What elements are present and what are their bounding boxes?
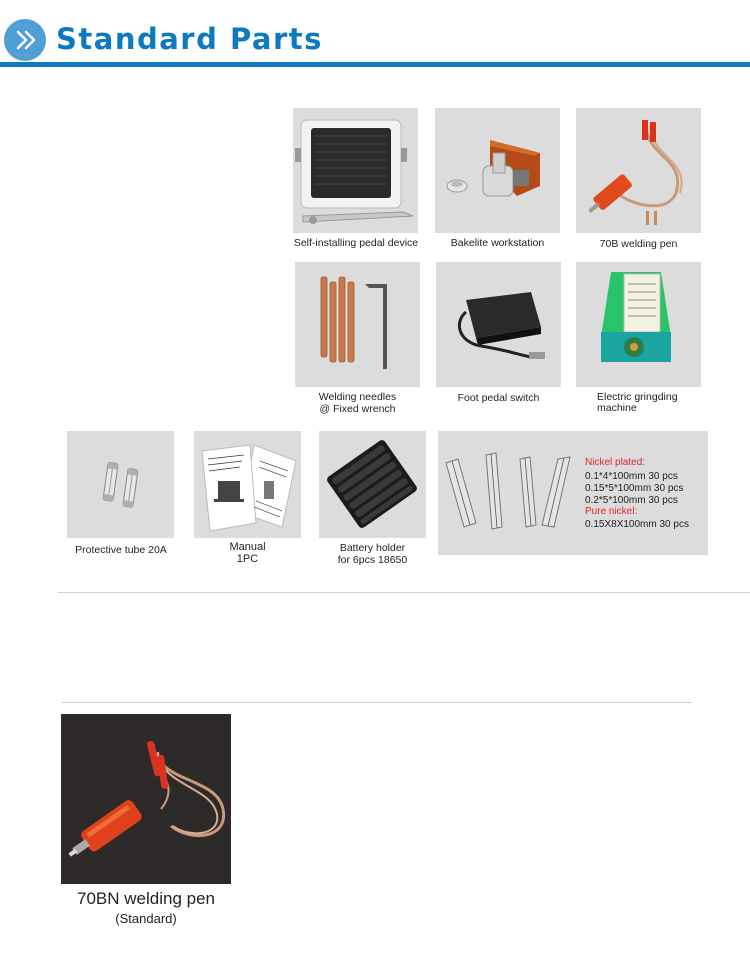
- section-divider-2: [62, 702, 692, 703]
- pure-nickel-label: Pure nickel:: [585, 506, 638, 517]
- pedal-device-caption: Self-installing pedal device: [293, 237, 419, 249]
- header-underline: [0, 62, 750, 67]
- nickel-plated-label: Nickel plated:: [585, 457, 646, 468]
- nickel-plated-spec-3: 0.2*5*100mm 30 pcs: [585, 495, 678, 506]
- battery-holder-caption-line1: Battery holder: [339, 542, 406, 554]
- nickel-plated-spec-2: 0.15*5*100mm 30 pcs: [585, 483, 684, 494]
- featured-pen-subtitle: (Standard): [115, 911, 177, 926]
- nickel-strips-panel: [438, 431, 708, 555]
- manual-caption-line2: 1PC: [236, 553, 259, 565]
- foot-pedal-switch-caption: Foot pedal switch: [457, 392, 540, 404]
- bakelite-workstation-caption: Bakelite workstation: [450, 237, 545, 249]
- chevrons-right-icon: [4, 19, 46, 61]
- battery-holder-caption-line2: for 6pcs 18650: [337, 554, 408, 566]
- manual-image: [194, 431, 301, 538]
- pure-nickel-spec-1: 0.15X8X100mm 30 pcs: [585, 519, 689, 530]
- page-title: Standard Parts: [56, 22, 323, 56]
- welding-needles-caption-line2: @ Fixed wrench: [319, 403, 396, 415]
- battery-holder-image: [319, 431, 426, 538]
- grinding-machine-caption-line2: machine: [597, 402, 637, 414]
- grinding-machine-image: [576, 262, 701, 387]
- foot-pedal-switch-image: [436, 262, 561, 387]
- grinding-machine-caption-line1: Electric gringding: [597, 391, 678, 403]
- nickel-plated-spec-1: 0.1*4*100mm 30 pcs: [585, 471, 678, 482]
- section-divider-1: [58, 592, 750, 593]
- bakelite-workstation-image: [435, 108, 560, 233]
- pedal-device-image: [293, 108, 418, 233]
- welding-pen-70b-image: [576, 108, 701, 233]
- protective-tube-image: [67, 431, 174, 538]
- welding-pen-70b-caption: 70B welding pen: [599, 238, 678, 250]
- welding-needles-caption-line1: Welding needles: [318, 391, 397, 403]
- featured-pen-title: 70BN welding pen: [77, 889, 215, 908]
- welding-pen-70bn-image: [61, 714, 231, 884]
- manual-caption-line1: Manual: [229, 541, 266, 553]
- protective-tube-caption: Protective tube 20A: [75, 544, 167, 556]
- welding-needles-image: [295, 262, 420, 387]
